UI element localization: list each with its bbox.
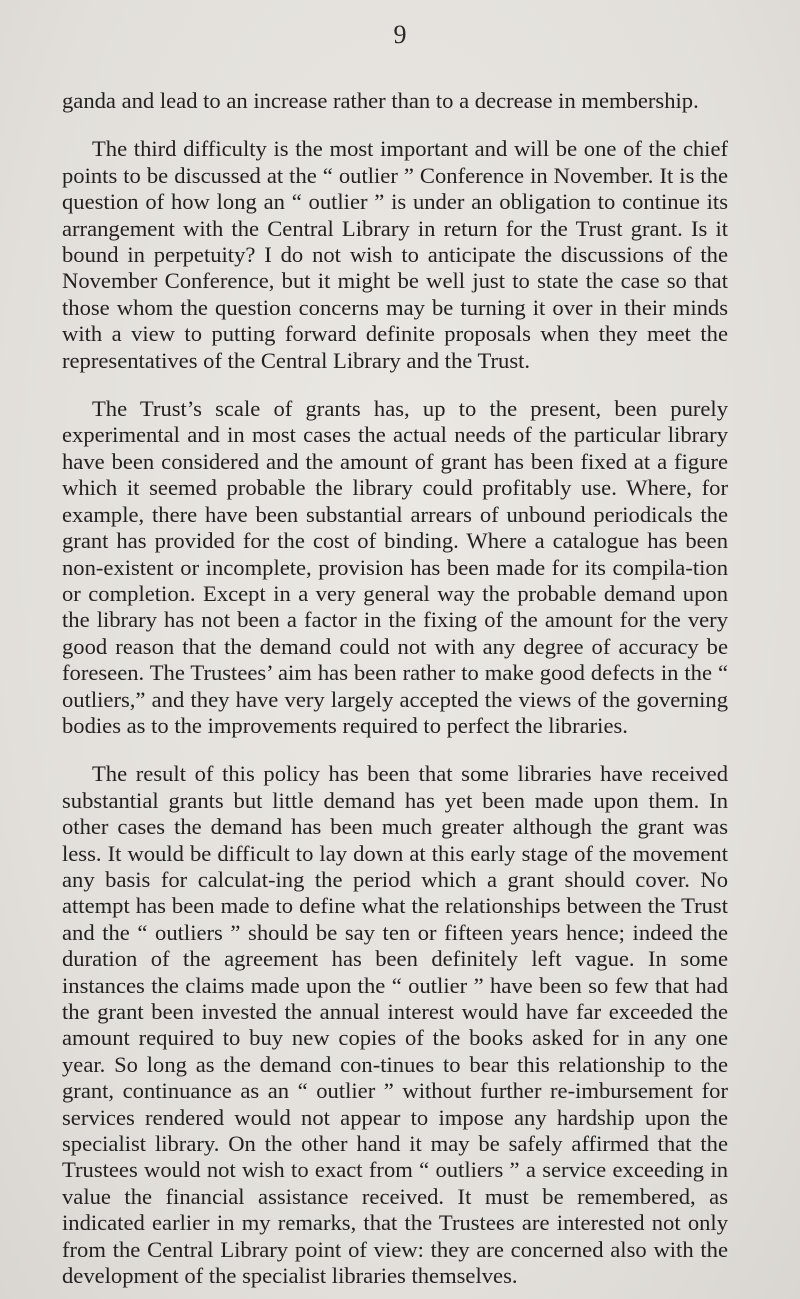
page-number: 9 [393,20,407,49]
paragraph-result-of-policy: The result of this policy has been that some libraries have received substantial grants but little demand has yet been made upon them. In other cases the demand has been much greater although the grant was less. It would be difficult to lay down at this early stage of the movement any basis for calculat-ing the period which a grant should cover. No attempt has been made to define what the relationships between the Trust and the “ outliers ” should be say ten or fifteen years hence; indeed the duration of the agreement has been definitely left vague. In some instances the claims made upon the “ outlier ” have been so few that had the grant been invested the annual interest would have far exceeded the amount required to buy new copies of the books asked for in any one year. So long as the demand con-tinues to bear this relationship to the grant, continuance as an “ outlier ” without further re-imbursement for services rendered would not appear to impose any hardship upon the specialist library. On the other hand it may be safely affirmed that the Trustees would not wish to exact from “ outliers ” a service exceeding in value the financial assistance received. It must be remembered, as indicated earlier in my remarks, that the Trustees are interested not only from the Central Library point of view: they are concerned also with the development of the specialist libraries themselves. [62,761,728,1289]
paragraph-continuation: ganda and lead to an increase rather than to a decrease in membership. [62,88,699,113]
paragraph-scale-of-grants: The Trust’s scale of grants has, up to the present, been purely experimental and in most cases the actual needs of the particular library have been considered and the amount of grant has been fixed at a figure which it seemed probable the library could profitably use. Where, for example, there have been substantial arrears of unbound periodicals the grant has provided for the cost of binding. Where a catalogue has been non-existent or incomplete, provision has been made for its compila-tion or completion. Except in a very general way the probable demand upon the library has not been a factor in the fixing of the amount for the very good reason that the demand could not with any degree of accuracy be foreseen. The Trustees’ aim has been rather to make good defects in the “ outliers,” and they have very largely accepted the views of the governing bodies as to the improvements required to perfect the libraries. [62,396,728,738]
paragraph-third-difficulty: The third difficulty is the most important and will be one of the chief points to be discussed at the “ outlier ” Conference in November. It is the question of how long an “ outlier ” is under an obligation to continue its arrangement with the Central Library in return for the Trust grant. Is it bound in perpetuity? I do not wish to anticipate the discussions of the November Conference, but it might be well just to state the case so that those whom the question concerns may be turning it over in their minds with a view to putting forward definite proposals when they meet the representatives of the Central Library and the Trust. [62,136,728,373]
body-text [62,88,728,1289]
